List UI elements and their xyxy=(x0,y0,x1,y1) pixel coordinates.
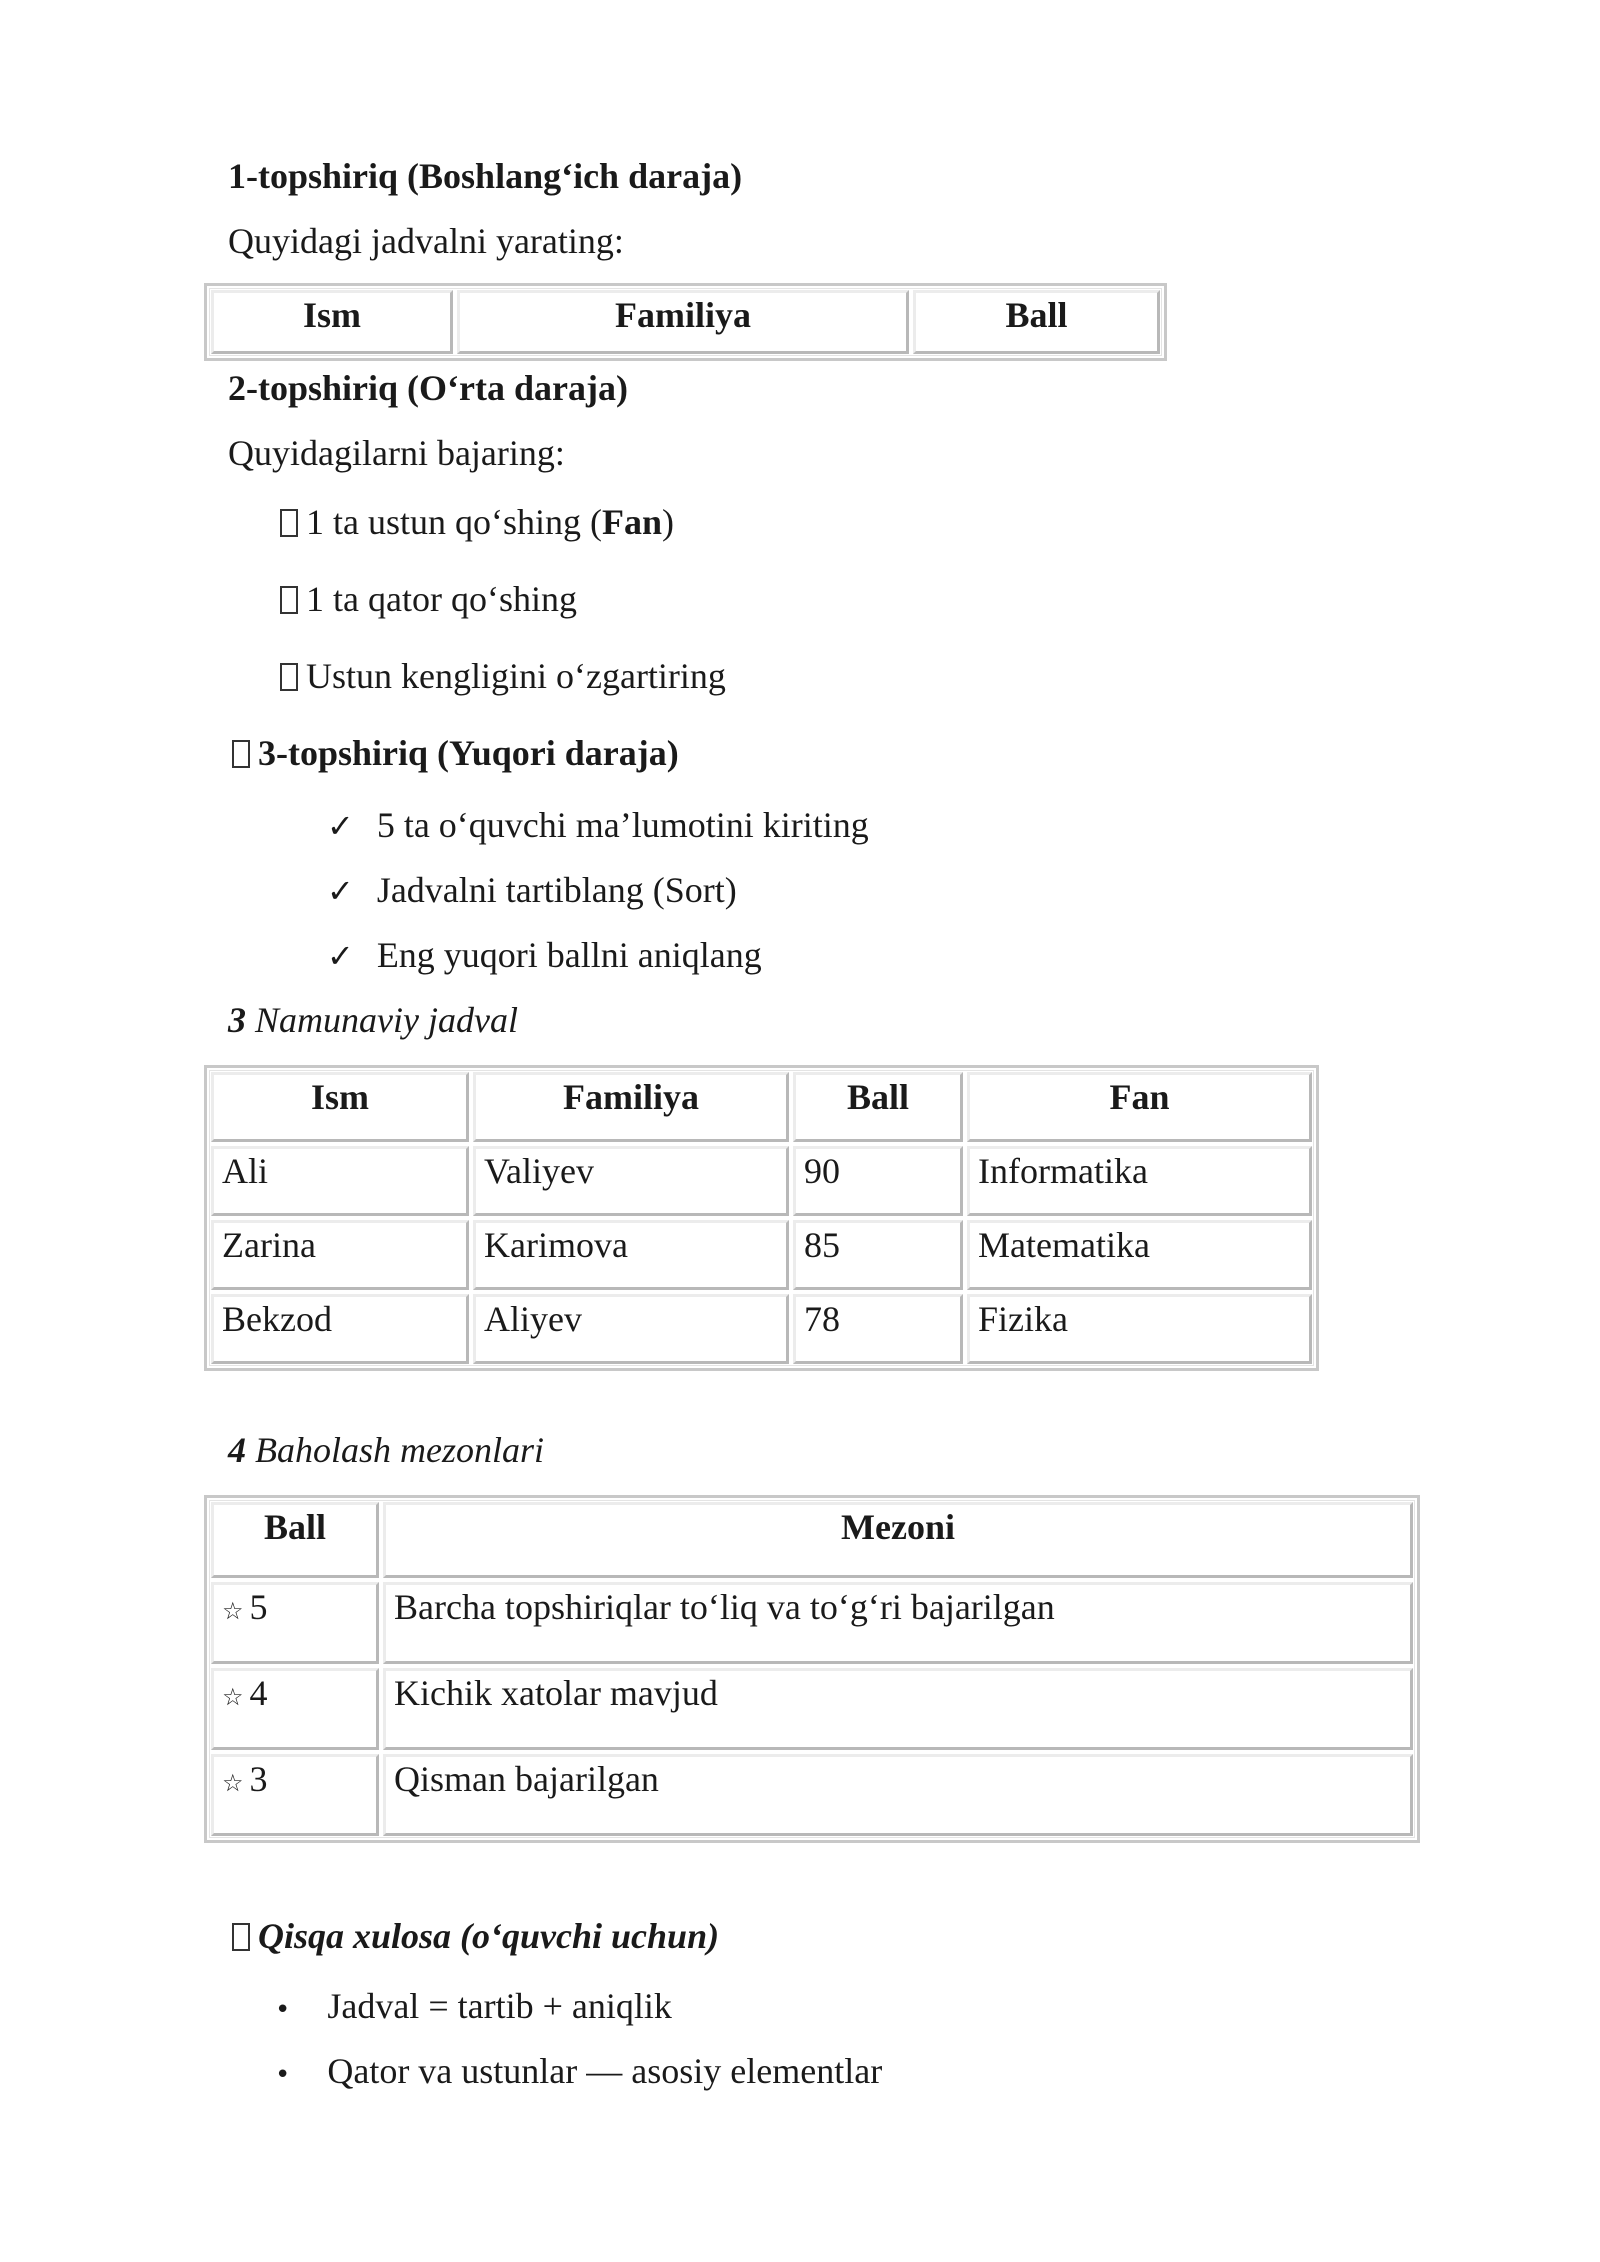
table-cell: Matematika xyxy=(967,1220,1312,1290)
bullet-icon: • xyxy=(275,2060,291,2090)
check-icon: ✓ xyxy=(327,807,354,845)
table-cell: Valiyev xyxy=(473,1146,789,1216)
table-cell: Ali xyxy=(211,1146,469,1216)
table-row xyxy=(211,1668,1413,1750)
table-cell: ☆ 3 xyxy=(211,1754,379,1836)
table-header-cell: Ball xyxy=(211,1502,379,1578)
table-cell: 85 xyxy=(793,1220,963,1290)
table-header-row xyxy=(211,1502,1413,1578)
task1-table xyxy=(204,283,1167,361)
table-cell: Informatika xyxy=(967,1146,1312,1216)
sample-table xyxy=(204,1065,1319,1371)
table-cell: Qisman bajarilgan xyxy=(383,1754,1413,1836)
missing-glyph-icon xyxy=(280,663,298,691)
table-row xyxy=(211,1582,1413,1664)
missing-glyph-icon xyxy=(232,740,250,768)
check-icon: ✓ xyxy=(327,872,354,910)
table-header-cell: Familiya xyxy=(457,290,909,354)
table-header-cell: Ball xyxy=(913,290,1160,354)
task1-title: 1-topshiriq (Boshlang‘ich daraja) xyxy=(228,156,743,196)
table-cell: Zarina xyxy=(211,1220,469,1290)
task1-instruction: Quyidagi jadvalni yarating: xyxy=(228,221,624,261)
task2-item: 1 ta ustun qo‘shing (Fan) xyxy=(280,500,674,544)
task3-title: 3-topshiriq (Yuqori daraja) xyxy=(232,731,679,775)
table-header-row xyxy=(211,290,1160,354)
table-row xyxy=(211,1220,1312,1290)
summary-title: Qisqa xulosa (o‘quvchi uchun) xyxy=(232,1914,719,1958)
table-cell: 78 xyxy=(793,1294,963,1364)
task2-instruction: Quyidagilarni bajaring: xyxy=(228,433,565,473)
missing-glyph-icon xyxy=(280,586,298,614)
task2-item: Ustun kengligini o‘zgartiring xyxy=(280,654,726,698)
check-item: ✓ Eng yuqori ballni aniqlang xyxy=(327,935,762,975)
star-icon: ☆ xyxy=(222,1769,244,1797)
table-cell: Aliyev xyxy=(473,1294,789,1364)
missing-glyph-icon xyxy=(232,1923,250,1951)
sample-caption: 3 Namunaviy jadval xyxy=(228,1000,518,1040)
table-cell: Karimova xyxy=(473,1220,789,1290)
table-header-cell: Familiya xyxy=(473,1072,789,1142)
criteria-table xyxy=(204,1495,1420,1843)
check-item: ✓ 5 ta o‘quvchi ma’lumotini kiriting xyxy=(327,805,869,845)
table-cell: Kichik xatolar mavjud xyxy=(383,1668,1413,1750)
star-icon: ☆ xyxy=(222,1683,244,1711)
table-cell: 90 xyxy=(793,1146,963,1216)
table-row xyxy=(211,1294,1312,1364)
table-header-row xyxy=(211,1072,1312,1142)
table-header-cell: Fan xyxy=(967,1072,1312,1142)
table-cell: Fizika xyxy=(967,1294,1312,1364)
table-row xyxy=(211,1754,1413,1836)
table-header-cell: Ism xyxy=(211,1072,469,1142)
summary-item: • Jadval = tartib + aniqlik xyxy=(275,1986,672,2026)
table-header-cell: Ism xyxy=(211,290,453,354)
missing-glyph-icon xyxy=(280,509,298,537)
table-cell: Bekzod xyxy=(211,1294,469,1364)
table-cell: ☆ 5 xyxy=(211,1582,379,1664)
table-row xyxy=(211,1146,1312,1216)
table-header-cell: Ball xyxy=(793,1072,963,1142)
table-cell: ☆ 4 xyxy=(211,1668,379,1750)
table-header-cell: Mezoni xyxy=(383,1502,1413,1578)
check-item: ✓ Jadvalni tartiblang (Sort) xyxy=(327,870,737,910)
table-cell: Barcha topshiriqlar to‘liq va to‘g‘ri bajarilgan xyxy=(383,1582,1413,1664)
summary-item: • Qator va ustunlar — asosiy elementlar xyxy=(275,2051,883,2091)
bold-word: Fan xyxy=(601,502,662,542)
check-icon: ✓ xyxy=(327,937,354,975)
task2-title: 2-topshiriq (O‘rta daraja) xyxy=(228,368,628,408)
task2-item: 1 ta qator qo‘shing xyxy=(280,577,577,621)
star-icon: ☆ xyxy=(222,1597,244,1625)
criteria-caption: 4 Baholash mezonlari xyxy=(228,1430,545,1470)
bullet-icon: • xyxy=(275,1995,291,2025)
